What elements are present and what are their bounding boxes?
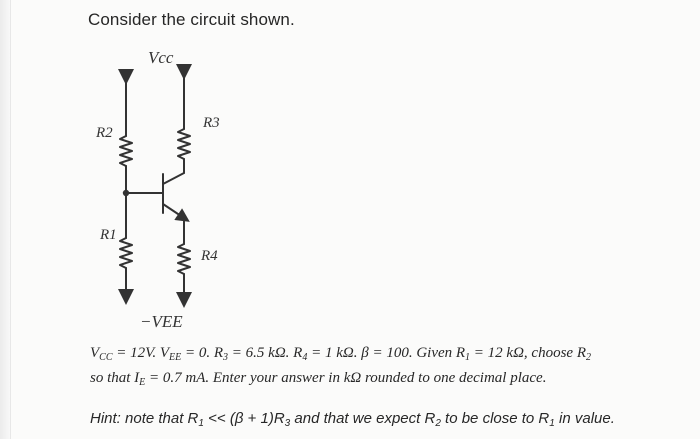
r1-resistor-symbol: [120, 238, 132, 268]
r2-label: R2: [96, 125, 113, 141]
question-title: Consider the circuit shown.: [88, 10, 295, 29]
given-line-1: $V_{CC} = 12V$. $V_{EE} = 0$. $R_3 = 6.5$ kΩ. $R_4 = 1$ kΩ. β = 100. Given $R_1 = 12$ kΩ, choose $R_2$: [90, 345, 591, 363]
vcc-label: Vcc: [148, 48, 174, 67]
r4-resistor-symbol: [178, 244, 190, 274]
transistor-emitter-line: [163, 204, 184, 218]
base-node-dot: [123, 190, 129, 196]
r3-label: R3: [203, 115, 220, 131]
r2-resistor-symbol: [120, 136, 132, 166]
r1-label: R1: [100, 227, 117, 243]
given-line-2: so that $I_E = 0.7$ mA. Enter your answer in kΩ rounded to one decimal place.: [90, 370, 547, 388]
r4-label: R4: [201, 248, 218, 264]
negative-vee-label: −VEE: [140, 312, 183, 331]
r3-resistor-symbol: [178, 129, 190, 159]
given-values: [90, 343, 690, 393]
transistor-collector-line: [163, 173, 184, 184]
hint-text: Hint: note that $R_1 << (\beta + 1)R_3$ and that we expect $R_2$ to be close to $R_1$ in value.: [90, 410, 615, 429]
